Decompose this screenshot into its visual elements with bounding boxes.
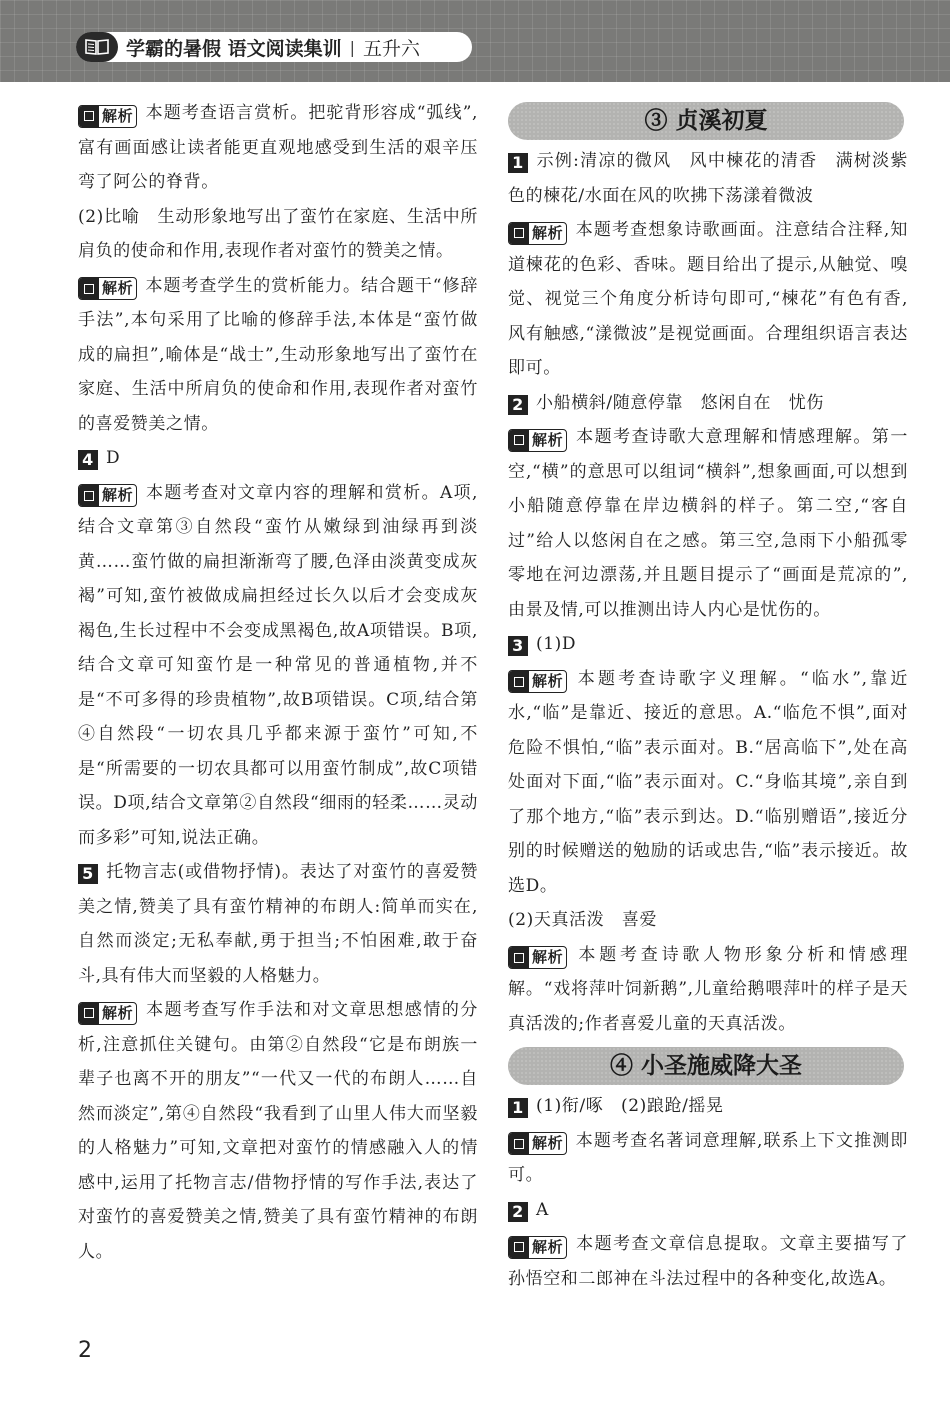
- paragraph-text: (2)比喻 生动形象地写出了蛮竹在家庭、生活中所肩负的使命和作用,表现作者对蛮竹的赞美之情。: [78, 206, 478, 261]
- paragraph-text: 示例:清凉的微风 风中楝花的清香 满树淡紫色的楝花/水面在风的吹拂下荡漾着微波: [508, 151, 908, 206]
- analysis-badge: [78, 1002, 137, 1025]
- answer-item-2: [508, 1193, 908, 1228]
- answer-item-4: [78, 441, 478, 476]
- paragraph-text: 本题考查诗歌字义理解。“临水”,靠近水,“临”是靠近、接近的意思。A.“临危不惧”,面对危险不惧怕,“临”表示面对。B.“居高临下”,处在高处面对下面,“临”表示面对。C.“身临其境”,亲自到了那个地方,“临”表示到达。D.“临别赠语”,接近分别的时候赠送的勉励的话或忠告,“临”表示接近。故选D。: [508, 668, 908, 896]
- analysis-paragraph: [78, 269, 478, 442]
- page-number: 2: [78, 1338, 92, 1363]
- analysis-badge: [78, 484, 137, 507]
- paragraph-text: (1)衔/啄 (2)踉跄/摇晃: [536, 1096, 724, 1116]
- analysis-paragraph: [508, 1124, 908, 1193]
- question-number-badge: 1: [508, 153, 528, 173]
- question-number-badge: 3: [508, 636, 528, 656]
- paragraph-text: D: [106, 448, 121, 468]
- question-number-badge: 4: [78, 450, 98, 470]
- answer-item-1: [508, 144, 908, 213]
- paragraph-text: 本题考查诗歌人物形象分析和情感理解。“戏将萍叶饲新鹅”,儿童给鹅喂萍叶的样子是天真活泼的;作者喜爱儿童的天真活泼。: [508, 944, 908, 1034]
- paragraph-text: (2)天真活泼 喜爱: [508, 910, 658, 930]
- series-title: 学霸的暑假 语文阅读集训: [126, 37, 342, 60]
- paragraph-text: 本题考查想象诗歌画面。注意结合注释,知道楝花的色彩、香味。题目给出了提示,从触觉、嗅觉、视觉三个角度分析诗句即可,“楝花”有色有香,风有触感,“漾微波”是视觉画面。合理组织语言表达即可。: [508, 220, 908, 378]
- analysis-badge-label: 解析: [532, 223, 564, 242]
- paragraph-text: 本题考查语言赏析。把驼背形容成“弧线”,富有画面感让读者能更直观地感受到生活的艰辛压弯了阿公的脊背。: [78, 103, 478, 192]
- answer-item-3: [508, 627, 908, 662]
- analysis-icon: [79, 278, 99, 299]
- analysis-icon: [509, 1237, 529, 1258]
- question-number-badge: 1: [508, 1098, 528, 1118]
- analysis-paragraph: [508, 938, 908, 1042]
- answer-item-1: [508, 1089, 908, 1124]
- grade-label: 五升六: [363, 37, 421, 60]
- paragraph-text: A: [536, 1199, 549, 1220]
- analysis-badge-label: 解析: [102, 486, 134, 505]
- analysis-paragraph: [78, 476, 478, 856]
- right-column: [508, 96, 908, 1296]
- analysis-badge-label: 解析: [532, 430, 564, 449]
- paragraph-text: 托物言志(或借物抒情)。表达了对蛮竹的喜爱赞美之情,赞美了具有蛮竹精神的布朗人:简单而实在,自然而淡定;无私奉献,勇于担当;不怕困难,敢于奋斗,具有伟大而坚毅的人格魅力。: [78, 862, 478, 986]
- question-number-badge: 2: [508, 395, 528, 415]
- analysis-paragraph: [508, 1227, 908, 1296]
- analysis-icon: [509, 947, 529, 968]
- analysis-badge: [78, 277, 137, 300]
- analysis-badge: [508, 670, 567, 693]
- answer-item-2: [508, 386, 908, 421]
- paragraph-text: (1)D: [536, 634, 577, 654]
- analysis-badge-label: 解析: [102, 106, 134, 125]
- analysis-icon: [79, 1003, 99, 1024]
- book-series-title-bar: [76, 32, 472, 62]
- analysis-paragraph: [508, 662, 908, 904]
- question-number-badge: 2: [508, 1202, 528, 1222]
- analysis-badge-label: 解析: [532, 672, 564, 691]
- analysis-icon: [79, 106, 99, 127]
- analysis-icon: [79, 485, 99, 506]
- title-separator: |: [349, 37, 356, 57]
- analysis-badge: [508, 429, 567, 452]
- paragraph-text: 小船横斜/随意停靠 悠闲自在 忧伤: [536, 392, 824, 413]
- answer-item-5: [78, 855, 478, 993]
- analysis-badge: [508, 946, 567, 969]
- analysis-paragraph: [508, 420, 908, 627]
- answer-paragraph: [78, 200, 478, 269]
- header-band: [0, 0, 950, 82]
- paragraph-text: 本题考查写作手法和对文章思想感情的分析,注意抓住关键句。由第②自然段“它是布朗族一辈子也离不开的朋友”“一代又一代的布朗人……自然而淡定”,第④自然段“我看到了山里人伟大而坚毅的人格魅力”可知,文章把对蛮竹的情感融入人的情感中,运用了托物言志/借物抒情的写作手法,表达了对蛮竹的喜爱赞美之情,赞美了具有蛮竹精神的布朗人。: [78, 1000, 478, 1262]
- open-book-icon: [76, 32, 118, 62]
- analysis-badge-label: 解析: [532, 1237, 564, 1256]
- paragraph-text: 本题考查诗歌大意理解和情感理解。第一空,“横”的意思可以组词“横斜”,想象画面,可以想到小船随意停靠在岸边横斜的样子。第二空,“客自过”给人以悠闲自在之感。第三空,急雨下小船孤零零地在河边漂荡,并且题目提示了“画面是荒凉的”,由景及情,可以推测出诗人内心是忧伤的。: [508, 427, 908, 620]
- analysis-badge-label: 解析: [532, 948, 564, 967]
- analysis-icon: [509, 430, 529, 451]
- analysis-badge-label: 解析: [102, 279, 134, 298]
- analysis-badge: [508, 1236, 567, 1259]
- paragraph-text: 本题考查名著词意理解,联系上下文推测即可。: [508, 1130, 908, 1185]
- analysis-badge: [508, 1132, 567, 1155]
- paragraph-text: 本题考查学生的赏析能力。结合题干“修辞手法”,本句采用了比喻的修辞手法,本体是“蛮竹做成的扁担”,喻体是“战士”,生动形象地写出了蛮竹在家庭、生活中所肩负的使命和作用,表现作者对蛮竹的喜爱赞美之情。: [78, 275, 478, 434]
- analysis-badge-label: 解析: [102, 1003, 134, 1022]
- question-number-badge: 5: [78, 864, 98, 884]
- analysis-paragraph: [508, 213, 908, 386]
- section-title: ③ 贞溪初夏: [508, 102, 904, 140]
- answer-paragraph: [508, 903, 908, 938]
- analysis-icon: [509, 1133, 529, 1154]
- paragraph-text: 本题考查对文章内容的理解和赏析。A项,结合文章第③自然段“蛮竹从嫩绿到油绿再到淡黄……蛮竹做的扁担渐渐弯了腰,色泽由淡黄变成灰褐”可知,蛮竹被做成扁担经过长久以后才会变成灰褐色,生长过程中不会变成黑褐色,故A项错误。B项,结合文章可知蛮竹是一种常见的普通植物,并不是“不可多得的珍贵植物”,故B项错误。C项,结合第④自然段“一切农具几乎都来源于蛮竹”可知,不是“所需要的一切农具都可以用蛮竹制成”,故C项错误。D项,结合文章第②自然段“细雨的轻柔……灵动而多彩”可知,说法正确。: [78, 482, 478, 848]
- analysis-badge: [508, 222, 567, 245]
- analysis-badge: [78, 105, 137, 128]
- left-column: [78, 96, 478, 1269]
- analysis-icon: [509, 671, 529, 692]
- analysis-paragraph: [78, 993, 478, 1269]
- analysis-paragraph: [78, 96, 478, 200]
- analysis-badge-label: 解析: [532, 1134, 564, 1153]
- section-title: ④ 小圣施威降大圣: [508, 1047, 904, 1085]
- analysis-icon: [509, 223, 529, 244]
- paragraph-text: 本题考查文章信息提取。文章主要描写了孙悟空和二郎神在斗法过程中的各种变化,故选A。: [508, 1234, 908, 1289]
